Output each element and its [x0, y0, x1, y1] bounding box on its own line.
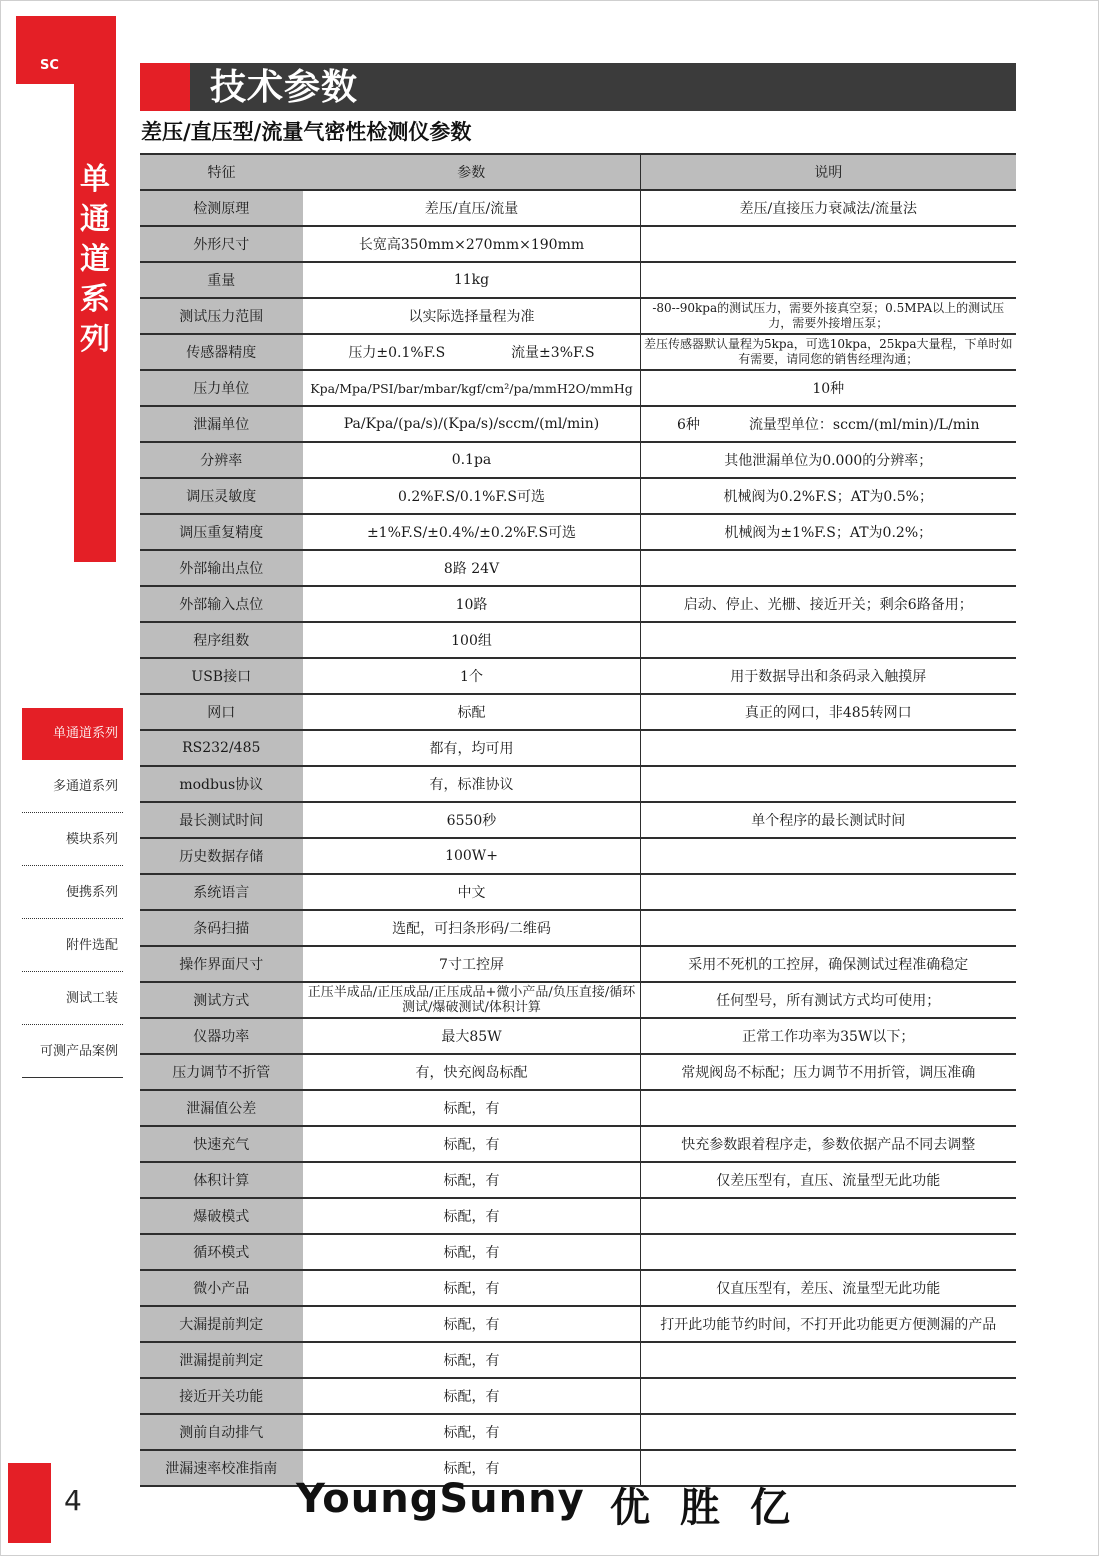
cell-feature: 泄漏单位 [140, 406, 303, 442]
cell-desc: 机械阀为±1%F.S；AT为0.2%； [640, 514, 1016, 550]
page-title: 技术参数 [210, 66, 359, 108]
cell-param: 长宽高350mm×270mm×190mm [303, 226, 640, 262]
table-row [140, 694, 1016, 730]
table-row [140, 1378, 1016, 1414]
cell-desc: 仅直压型有，差压、流量型无此功能 [640, 1270, 1016, 1306]
table-row [140, 802, 1016, 838]
cell-feature: RS232/485 [140, 730, 303, 766]
table-row [140, 946, 1016, 982]
cell-feature: 操作界面尺寸 [140, 946, 303, 982]
cell-feature: 检测原理 [140, 190, 303, 226]
cell-feature: 爆破模式 [140, 1198, 303, 1234]
header-param: 参数 [303, 154, 640, 190]
table-subtitle: 差压/直压型/流量气密性检测仪参数 [141, 119, 472, 144]
cell-param: 标配，有 [303, 1162, 640, 1198]
table-row [140, 550, 1016, 586]
brand-name-en: YoungSunny [296, 1476, 585, 1522]
cell-param: 都有，均可用 [303, 730, 640, 766]
table-row [140, 1342, 1016, 1378]
table-row [140, 370, 1016, 406]
cell-feature: 外部输出点位 [140, 550, 303, 586]
table-row [140, 982, 1016, 1018]
cell-param: 标配，有 [303, 1126, 640, 1162]
cell-feature: 微小产品 [140, 1270, 303, 1306]
table-row [140, 442, 1016, 478]
cell-feature: 接近开关功能 [140, 1378, 303, 1414]
nav-item-module[interactable]: 模块系列 [22, 813, 123, 866]
cell-desc [640, 730, 1016, 766]
cell-desc: 任何型号，所有测试方式均可使用； [640, 982, 1016, 1018]
cell-param: 6550秒 [303, 802, 640, 838]
table-row [140, 622, 1016, 658]
cell-param: 以实际选择量程为准 [303, 298, 640, 334]
footer-red-block [8, 1463, 51, 1543]
cell-feature: 压力调节不折管 [140, 1054, 303, 1090]
cell-param: 0.1pa [303, 442, 640, 478]
cell-feature: 系统语言 [140, 874, 303, 910]
cell-param: 11kg [303, 262, 640, 298]
cell-param: 标配，有 [303, 1090, 640, 1126]
cell-feature: USB接口 [140, 658, 303, 694]
cell-desc: 用于数据导出和条码录入触摸屏 [640, 658, 1016, 694]
table-row [140, 226, 1016, 262]
table-row [140, 874, 1016, 910]
cell-param: 100W+ [303, 838, 640, 874]
cell-desc: 快充参数跟着程序走，参数依据产品不同去调整 [640, 1126, 1016, 1162]
cell-desc [640, 1234, 1016, 1270]
cell-desc: 机械阀为0.2%F.S；AT为0.5%； [640, 478, 1016, 514]
cell-feature: 泄漏提前判定 [140, 1342, 303, 1378]
cell-param: 标配，有 [303, 1234, 640, 1270]
cell-desc: 采用不死机的工控屏，确保测试过程准确稳定 [640, 946, 1016, 982]
cell-param: 有，快充阀岛标配 [303, 1054, 640, 1090]
side-nav [22, 708, 123, 1078]
cell-desc: 启动、停止、光栅、接近开关；剩余6路备用； [640, 586, 1016, 622]
cell-desc [640, 1414, 1016, 1450]
cell-param: Kpa/Mpa/PSI/bar/mbar/kgf/cm²/pa/mmH2O/mmHg [303, 370, 640, 406]
table-header-row [140, 154, 1016, 190]
table-row [140, 1018, 1016, 1054]
cell-desc [640, 406, 1016, 442]
page-number: 4 [64, 1484, 82, 1517]
table-row [140, 766, 1016, 802]
cell-feature: 外部输入点位 [140, 586, 303, 622]
table-row [140, 334, 1016, 370]
cell-param: 100组 [303, 622, 640, 658]
cell-feature: 循环模式 [140, 1234, 303, 1270]
cell-feature: 仪器功率 [140, 1018, 303, 1054]
cell-desc [640, 1198, 1016, 1234]
table-row [140, 586, 1016, 622]
cell-feature: 压力单位 [140, 370, 303, 406]
cell-feature: 体积计算 [140, 1162, 303, 1198]
series-code: SC [40, 58, 59, 73]
table-row [140, 1306, 1016, 1342]
nav-item-multi-channel[interactable]: 多通道系列 [22, 760, 123, 813]
cell-feature: 测试压力范围 [140, 298, 303, 334]
cell-feature: 测试方式 [140, 982, 303, 1018]
cell-feature: 泄漏值公差 [140, 1090, 303, 1126]
cell-desc [640, 1342, 1016, 1378]
cell-param: 标配，有 [303, 1270, 640, 1306]
cell-feature: 外形尺寸 [140, 226, 303, 262]
cell-desc [640, 910, 1016, 946]
cell-feature: 调压重复精度 [140, 514, 303, 550]
cell-param: 标配，有 [303, 1306, 640, 1342]
cell-desc: 其他泄漏单位为0.000的分辨率； [640, 442, 1016, 478]
cell-param: 0.2%F.S/0.1%F.S可选 [303, 478, 640, 514]
cell-feature: 历史数据存储 [140, 838, 303, 874]
cell-feature: 泄漏速率校准指南 [140, 1450, 303, 1486]
cell-desc [640, 262, 1016, 298]
cell-feature: 最长测试时间 [140, 802, 303, 838]
table-row [140, 1090, 1016, 1126]
header-feature: 特征 [140, 154, 303, 190]
table-row [140, 658, 1016, 694]
cell-desc: 仅差压型有，直压、流量型无此功能 [640, 1162, 1016, 1198]
table-row [140, 1234, 1016, 1270]
table-row [140, 910, 1016, 946]
cell-param: 选配，可扫条形码/二维码 [303, 910, 640, 946]
table-row [140, 514, 1016, 550]
cell-desc: 打开此功能节约时间，不打开此功能更方便测漏的产品 [640, 1306, 1016, 1342]
table-row [140, 262, 1016, 298]
cell-param: 7寸工控屏 [303, 946, 640, 982]
cell-feature: 分辨率 [140, 442, 303, 478]
cell-param-part: 流量±3%F.S [511, 345, 595, 361]
cell-param: 标配，有 [303, 1414, 640, 1450]
cell-param: 有，标准协议 [303, 766, 640, 802]
cell-param: 正压半成品/正压成品/正压成品+微小产品/负压直接/循环测试/爆破测试/体积计算 [303, 982, 640, 1018]
cell-param: 10路 [303, 586, 640, 622]
nav-item-product-cases[interactable]: 可测产品案例 [22, 1025, 123, 1078]
table-row [140, 1198, 1016, 1234]
table-row [140, 190, 1016, 226]
nav-item-accessories[interactable]: 附件选配 [22, 919, 123, 972]
cell-desc: 单个程序的最长测试时间 [640, 802, 1016, 838]
brand-name-cn: 优胜亿 [610, 1485, 820, 1531]
cell-param: 最大85W [303, 1018, 640, 1054]
cell-feature: 程序组数 [140, 622, 303, 658]
header-red-block [140, 63, 190, 111]
vertical-series-title: 单 通 道 系 列 [80, 162, 110, 357]
nav-item-fixtures[interactable]: 测试工装 [22, 972, 123, 1025]
cell-desc-part: 6种 [677, 417, 700, 433]
table-row [140, 1270, 1016, 1306]
table-row [140, 406, 1016, 442]
cell-feature: 调压灵敏度 [140, 478, 303, 514]
cell-feature: modbus协议 [140, 766, 303, 802]
cell-param-part: 压力±0.1%F.S [348, 345, 446, 361]
cell-desc-part: 流量型单位：sccm/(ml/min)/L/min [748, 417, 980, 433]
cell-desc: 差压/直接压力衰减法/流量法 [640, 190, 1016, 226]
table-row [140, 1054, 1016, 1090]
cell-desc [640, 766, 1016, 802]
cell-feature: 大漏提前判定 [140, 1306, 303, 1342]
cell-feature: 条码扫描 [140, 910, 303, 946]
table-row [140, 838, 1016, 874]
cell-desc: -80--90kpa的测试压力，需要外接真空泵；0.5MPA以上的测试压力，需要外接增压泵； [640, 298, 1016, 334]
cell-param: 标配，有 [303, 1450, 640, 1486]
cell-feature: 重量 [140, 262, 303, 298]
cell-desc [640, 1090, 1016, 1126]
table-row [140, 478, 1016, 514]
cell-param: 标配，有 [303, 1378, 640, 1414]
cell-feature: 网口 [140, 694, 303, 730]
cell-desc: 真正的网口，非485转网口 [640, 694, 1016, 730]
spec-table [140, 153, 1016, 1487]
cell-param: 差压/直压/流量 [303, 190, 640, 226]
table-row [140, 298, 1016, 334]
cell-param [303, 334, 640, 370]
cell-param: ±1%F.S/±0.4%/±0.2%F.S可选 [303, 514, 640, 550]
header-desc: 说明 [640, 154, 1016, 190]
nav-item-single-channel[interactable]: 单通道系列 [22, 708, 123, 760]
cell-param: Pa/Kpa/(pa/s)/(Kpa/s)/sccm/(ml/min) [303, 406, 640, 442]
table-row [140, 1414, 1016, 1450]
cell-desc: 10种 [640, 370, 1016, 406]
cell-desc [640, 226, 1016, 262]
cell-desc [640, 622, 1016, 658]
cell-desc: 差压传感器默认量程为5kpa，可选10kpa，25kpa大量程，下单时如有需要，请同您的销售经理沟通； [640, 334, 1016, 370]
nav-item-portable[interactable]: 便携系列 [22, 866, 123, 919]
cell-desc [640, 838, 1016, 874]
cell-desc: 常规阀岛不标配；压力调节不用折管，调压准确 [640, 1054, 1016, 1090]
cell-param: 1个 [303, 658, 640, 694]
cell-feature: 传感器精度 [140, 334, 303, 370]
table-row [140, 1162, 1016, 1198]
cell-param: 中文 [303, 874, 640, 910]
cell-param: 标配，有 [303, 1198, 640, 1234]
cell-feature: 快速充气 [140, 1126, 303, 1162]
table-row [140, 1126, 1016, 1162]
cell-param: 标配，有 [303, 1342, 640, 1378]
cell-param: 8路 24V [303, 550, 640, 586]
cell-desc [640, 874, 1016, 910]
cell-feature: 测前自动排气 [140, 1414, 303, 1450]
cell-desc [640, 550, 1016, 586]
cell-param: 标配 [303, 694, 640, 730]
table-row [140, 730, 1016, 766]
cell-desc [640, 1378, 1016, 1414]
cell-desc: 正常工作功率为35W以下； [640, 1018, 1016, 1054]
